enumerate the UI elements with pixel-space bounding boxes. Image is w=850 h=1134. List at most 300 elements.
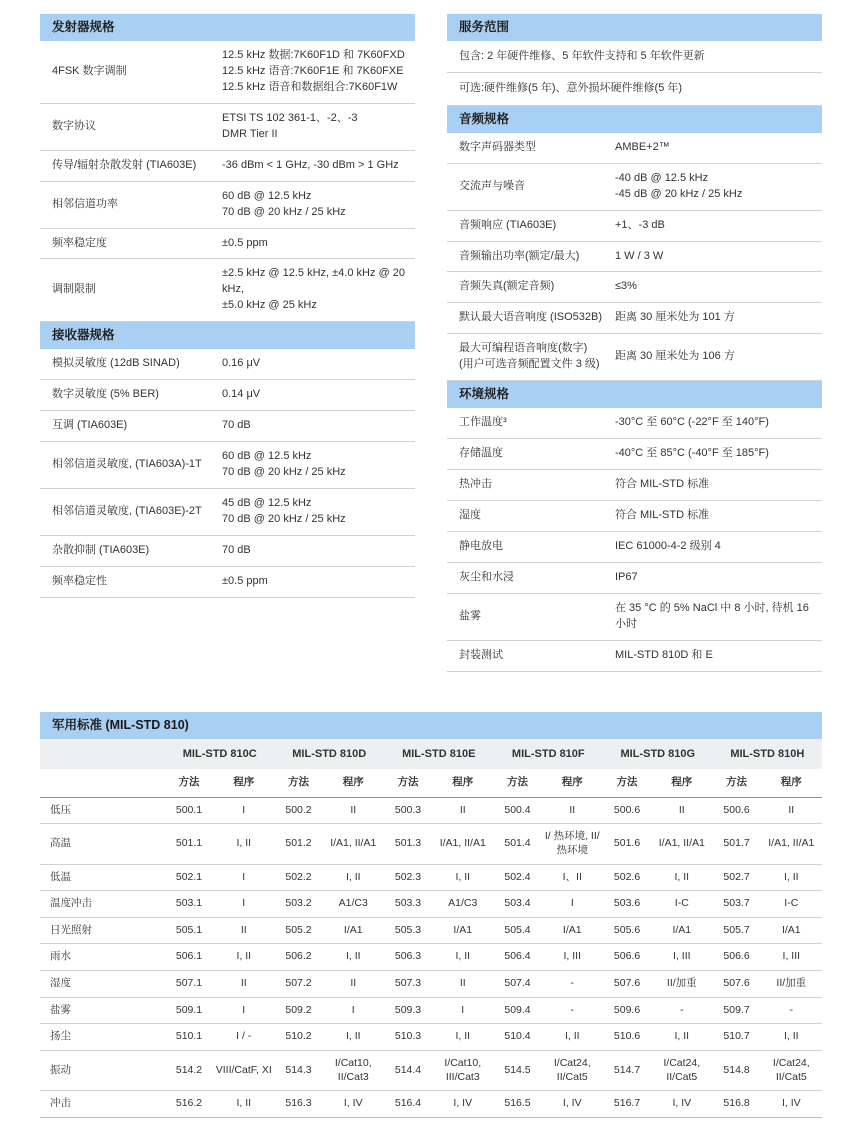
spec-value xyxy=(222,48,407,96)
milstd-group-header: MIL-STD 810C xyxy=(165,739,275,769)
milstd-data-row xyxy=(40,797,822,824)
milstd-row-label: 湿度 xyxy=(50,977,71,990)
milstd-procedure-header: 程序 xyxy=(213,769,275,797)
spec-value-line: 符合 MIL-STD 标准 xyxy=(615,509,710,522)
section-title: 服务范围 xyxy=(447,14,822,41)
spec-label xyxy=(52,356,212,372)
milstd-row-label: 低压 xyxy=(50,803,71,816)
spec-label xyxy=(52,158,212,174)
milstd-procedure-cell: I, IV xyxy=(781,1097,801,1110)
spec-value-line: 60 dB @ 12.5 kHz xyxy=(222,189,312,202)
spec-value-line: 70 dB xyxy=(222,543,251,556)
spec-label xyxy=(459,179,605,195)
milstd-procedure-cell: I, II xyxy=(674,870,690,883)
milstd-method-cell: 514.7 xyxy=(613,1063,641,1076)
spec-label xyxy=(459,218,605,234)
milstd-procedure-cell: I, II xyxy=(236,1097,252,1110)
milstd-data-row xyxy=(40,917,822,944)
spec-value-line: IP67 xyxy=(615,570,638,583)
spec-value-line: ±5.0 kHz @ 25 kHz xyxy=(222,299,317,312)
spec-label-line: 静电放电 xyxy=(459,539,503,552)
spec-row xyxy=(447,408,822,439)
spec-value-line: 符合 MIL-STD 标准 xyxy=(615,478,710,491)
spec-label-line: 最大可编程语音响度(数字) xyxy=(459,342,588,355)
milstd-method-cell: 510.6 xyxy=(613,1030,641,1043)
milstd-procedure-cell: II xyxy=(459,977,466,990)
spec-full-row: 可选:硬件维修(5 年)、意外损坏硬件维修(5 年) xyxy=(447,73,822,105)
spec-value xyxy=(222,543,407,559)
spec-row xyxy=(447,594,822,641)
milstd-data-row xyxy=(40,891,822,918)
milstd-procedure-cell: II xyxy=(569,803,576,816)
milstd-method-cell: 500.6 xyxy=(613,803,641,816)
spec-label xyxy=(459,341,605,373)
spec-label xyxy=(459,415,605,431)
spec-label xyxy=(52,64,212,80)
spec-value-line: 12.5 kHz 数据:7K60F1D 和 7K60FXD xyxy=(222,49,405,61)
spec-value-line: ±0.5 ppm xyxy=(222,574,268,587)
spec-row xyxy=(447,211,822,242)
milstd-procedure-cell: I/A1, II/A1 xyxy=(658,837,705,850)
spec-value xyxy=(222,158,407,174)
milstd-group-header: MIL-STD 810G xyxy=(603,739,713,769)
milstd-procedure-cell: II xyxy=(240,923,247,936)
milstd-method-cell: 516.8 xyxy=(723,1097,750,1110)
spec-row xyxy=(447,470,822,501)
milstd-method-cell: 501.3 xyxy=(394,837,422,850)
spec-value-line: 距离 30 厘米处为 106 方 xyxy=(615,350,735,363)
spec-value xyxy=(222,387,407,403)
milstd-section-title: 军用标准 (MIL-STD 810) xyxy=(40,712,822,739)
milstd-method-cell: 506.2 xyxy=(285,950,312,963)
milstd-method-cell: 514.5 xyxy=(504,1063,531,1076)
milstd-procedure-cell: I-C xyxy=(784,897,799,910)
spec-value xyxy=(222,189,407,221)
milstd-procedure-header: 程序 xyxy=(323,769,385,797)
milstd-method-cell: 514.2 xyxy=(175,1063,203,1076)
milstd-method-cell: 500.2 xyxy=(285,803,312,816)
spec-row xyxy=(447,164,822,211)
milstd-method-cell: 510.3 xyxy=(394,1030,422,1043)
spec-value xyxy=(615,279,814,295)
spec-value-line: 70 dB @ 20 kHz / 25 kHz xyxy=(222,512,346,525)
milstd-procedure-cell: II xyxy=(240,977,247,990)
milstd-procedure-cell: I, IV xyxy=(343,1097,363,1110)
milstd-method-cell: 514.4 xyxy=(394,1063,422,1076)
milstd-method-header: 方法 xyxy=(603,769,651,797)
spec-value xyxy=(222,574,407,590)
milstd-method-cell: 503.1 xyxy=(175,897,203,910)
spec-label xyxy=(52,119,212,135)
spec-value xyxy=(615,508,814,524)
milstd-method-cell: 516.3 xyxy=(285,1097,312,1110)
milstd-procedure-cell: I/Cat24, II/Cat5 xyxy=(663,1057,701,1083)
milstd-method-cell: 500.4 xyxy=(504,803,531,816)
spec-value-line: 70 dB xyxy=(222,419,251,432)
milstd-procedure-cell: I, II xyxy=(236,950,252,963)
milstd-method-cell: 502.4 xyxy=(504,870,531,883)
milstd-procedure-cell: A1/C3 xyxy=(338,897,368,910)
milstd-procedure-cell: I, II xyxy=(455,870,471,883)
milstd-procedure-cell: I xyxy=(351,1003,355,1016)
spec-row xyxy=(40,229,415,260)
milstd-row-label: 冲击 xyxy=(50,1097,71,1110)
milstd-procedure-cell: I/Cat10, III/Cat3 xyxy=(444,1057,482,1083)
milstd-row-label: 温度冲击 xyxy=(50,897,92,910)
milstd-corner-cell xyxy=(40,739,165,769)
milstd-method-cell: 516.7 xyxy=(613,1097,641,1110)
spec-row xyxy=(40,349,415,380)
milstd-method-header: 方法 xyxy=(275,769,323,797)
milstd-procedure-cell: I, IV xyxy=(453,1097,473,1110)
milstd-method-header: 方法 xyxy=(384,769,432,797)
spec-label-line: 互调 (TIA603E) xyxy=(52,419,128,432)
spec-label-line: 交流声与噪音 xyxy=(459,179,525,192)
milstd-method-cell: 507.2 xyxy=(285,977,312,990)
spec-value-line: ETSI TS 102 361-1、-2、-3 xyxy=(222,111,358,124)
milstd-method-cell: 505.1 xyxy=(175,923,203,936)
spec-label xyxy=(52,457,212,473)
section-title: 环境规格 xyxy=(447,381,822,408)
milstd-method-cell: 507.6 xyxy=(613,977,641,990)
spec-label xyxy=(52,387,212,403)
milstd-method-cell: 514.3 xyxy=(285,1063,312,1076)
milstd-procedure-cell: VIII/CatF, XI xyxy=(215,1063,272,1076)
milstd-procedure-header: 程序 xyxy=(432,769,494,797)
spec-label-line: 传导/辐射杂散发射 (TIA603E) xyxy=(52,158,197,171)
milstd-method-cell: 502.6 xyxy=(613,870,641,883)
spec-label xyxy=(459,310,605,326)
milstd-procedure-cell: I, II xyxy=(674,1030,690,1043)
spec-value xyxy=(222,449,407,481)
milstd-data-row xyxy=(40,824,822,864)
spec-label-line: 频率稳定度 xyxy=(52,236,107,249)
spec-row xyxy=(40,151,415,182)
milstd-method-cell: 509.1 xyxy=(175,1003,203,1016)
milstd-method-header: 方法 xyxy=(165,769,213,797)
milstd-procedure-cell: I, IV xyxy=(672,1097,692,1110)
milstd-procedure-cell: I/A1 xyxy=(781,923,801,936)
milstd-method-cell: 507.1 xyxy=(175,977,203,990)
spec-label-line: 封装测试 xyxy=(459,648,503,661)
milstd-method-cell: 509.4 xyxy=(504,1003,531,1016)
milstd-method-cell: 506.6 xyxy=(723,950,750,963)
milstd-method-header: 方法 xyxy=(713,769,761,797)
milstd-row-label: 盐雾 xyxy=(50,1003,71,1016)
spec-value-line: -36 dBm < 1 GHz, -30 dBm > 1 GHz xyxy=(222,158,399,171)
milstd-subheader-row xyxy=(40,769,822,797)
spec-value xyxy=(615,648,814,664)
milstd-table-section xyxy=(40,712,822,1118)
spec-row xyxy=(447,501,822,532)
milstd-method-cell: 503.7 xyxy=(723,897,750,910)
spec-row xyxy=(40,489,415,536)
spec-label xyxy=(459,508,605,524)
milstd-data-row xyxy=(40,971,822,998)
milstd-procedure-cell: I/A1 xyxy=(453,923,473,936)
milstd-data-row xyxy=(40,997,822,1024)
milstd-procedure-cell: I, II xyxy=(784,870,799,883)
spec-value-line: IEC 61000-4-2 级别 4 xyxy=(615,539,721,552)
spec-value-line: +1、-3 dB xyxy=(615,218,665,231)
milstd-method-cell: 501.6 xyxy=(613,837,641,850)
milstd-row-label: 雨水 xyxy=(50,950,71,963)
milstd-method-cell: 507.3 xyxy=(394,977,422,990)
milstd-subheader-empty xyxy=(40,769,165,797)
milstd-table-head xyxy=(40,739,822,797)
spec-row xyxy=(40,259,415,322)
milstd-procedure-cell: I-C xyxy=(674,897,689,910)
milstd-method-cell: 501.2 xyxy=(285,837,312,850)
milstd-method-cell: 502.2 xyxy=(285,870,312,883)
milstd-method-header: 方法 xyxy=(494,769,542,797)
milstd-procedure-cell: II xyxy=(788,803,795,816)
spec-label-line: 模拟灵敏度 (12dB SINAD) xyxy=(52,357,180,370)
spec-row xyxy=(40,442,415,489)
milstd-procedure-cell: I, II xyxy=(345,870,361,883)
milstd-procedure-cell: I, II xyxy=(455,1030,471,1043)
spec-row xyxy=(447,303,822,334)
milstd-procedure-cell: I/A1 xyxy=(672,923,692,936)
spec-label-line: 音频失真(额定音频) xyxy=(459,280,555,293)
spec-value xyxy=(222,236,407,252)
milstd-procedure-cell: - xyxy=(680,1003,684,1016)
spec-label-line: 相邻信道灵敏度, (TIA603A)-1T xyxy=(52,458,202,471)
spec-label xyxy=(459,609,605,625)
spec-value-line: ±2.5 kHz @ 12.5 kHz, ±4.0 kHz @ 20 kHz, xyxy=(222,267,405,296)
milstd-procedure-cell: I, II xyxy=(236,837,252,850)
milstd-group-header: MIL-STD 810F xyxy=(494,739,604,769)
milstd-method-cell: 507.6 xyxy=(723,977,750,990)
milstd-table xyxy=(40,739,822,1118)
spec-value-line: 70 dB @ 20 kHz / 25 kHz xyxy=(222,466,346,478)
milstd-procedure-header: 程序 xyxy=(761,769,823,797)
milstd-procedure-cell: I xyxy=(242,897,246,910)
milstd-procedure-cell: I, III xyxy=(673,950,691,963)
milstd-method-cell: 510.7 xyxy=(723,1030,750,1043)
milstd-method-cell: 501.4 xyxy=(504,837,531,850)
spec-value-line: 0.14 μV xyxy=(222,388,261,401)
spec-label xyxy=(52,574,212,590)
milstd-procedure-cell: I, II xyxy=(564,1030,580,1043)
spec-label-line: 默认最大语音响度 (ISO532B) xyxy=(459,311,603,324)
spec-value xyxy=(615,601,814,633)
spec-label xyxy=(459,249,605,265)
spec-row xyxy=(447,272,822,303)
milstd-data-row xyxy=(40,944,822,971)
spec-row xyxy=(447,133,822,164)
section-title: 音频规格 xyxy=(447,106,822,133)
spec-label xyxy=(459,279,605,295)
milstd-procedure-cell: II xyxy=(350,977,357,990)
milstd-data-row xyxy=(40,1091,822,1118)
milstd-row-label: 扬尘 xyxy=(50,1030,71,1043)
milstd-procedure-cell: I、II xyxy=(562,870,582,883)
milstd-method-cell: 500.6 xyxy=(723,803,750,816)
milstd-procedure-cell: I/A1 xyxy=(343,923,363,936)
milstd-method-cell: 500.3 xyxy=(394,803,422,816)
spec-value-line: -40 dB @ 12.5 kHz xyxy=(615,171,709,184)
milstd-procedure-cell: I/A1 xyxy=(562,923,582,936)
spec-row xyxy=(40,380,415,411)
milstd-procedure-cell: I/Cat24, II/Cat5 xyxy=(772,1057,810,1083)
section-title: 接收器规格 xyxy=(40,322,415,349)
spec-label xyxy=(52,418,212,434)
spec-value-line: -40°C 至 85°C (-40°F 至 185°F) xyxy=(615,447,769,460)
milstd-method-cell: 503.2 xyxy=(285,897,312,910)
spec-label-line: 4FSK 数字调制 xyxy=(52,64,127,77)
milstd-row-label: 高温 xyxy=(50,837,71,850)
spec-value-line: AMBE+2™ xyxy=(615,140,670,153)
milstd-method-cell: 506.3 xyxy=(394,950,422,963)
spec-row xyxy=(447,334,822,381)
milstd-method-cell: 506.4 xyxy=(504,950,531,963)
left-column xyxy=(40,14,415,598)
spec-value-line: 距离 30 厘米处为 101 方 xyxy=(615,311,735,324)
milstd-procedure-cell: I, III xyxy=(782,950,801,963)
spec-value xyxy=(615,171,814,203)
spec-value xyxy=(222,496,407,528)
milstd-procedure-cell: I, IV xyxy=(562,1097,582,1110)
milstd-method-cell: 505.6 xyxy=(613,923,641,936)
spec-label-line: 灰尘和水浸 xyxy=(459,570,514,583)
spec-label-line: 音频输出功率(额定/最大) xyxy=(459,249,580,262)
spec-row xyxy=(40,104,415,151)
spec-row xyxy=(40,536,415,567)
spec-value xyxy=(615,249,814,265)
milstd-procedure-cell: I, II xyxy=(345,950,361,963)
milstd-procedure-cell: II xyxy=(350,803,357,816)
spec-label-line: (用户可选音频配置文件 3 级) xyxy=(459,358,600,371)
spec-value-line: 在 35 °C 的 5% NaCl 中 8 小时, 待机 16 小时 xyxy=(615,601,809,630)
milstd-table-body xyxy=(40,797,822,1117)
milstd-method-cell: 509.2 xyxy=(285,1003,312,1016)
spec-row xyxy=(447,641,822,672)
milstd-method-cell: 507.4 xyxy=(504,977,531,990)
spec-value xyxy=(615,349,814,365)
milstd-procedure-cell: I xyxy=(242,1003,246,1016)
spec-row xyxy=(40,411,415,442)
milstd-row-label: 振动 xyxy=(50,1063,71,1076)
section-title: 发射器规格 xyxy=(40,14,415,41)
spec-label xyxy=(459,570,605,586)
spec-label xyxy=(459,446,605,462)
spec-label xyxy=(52,197,212,213)
section-service xyxy=(447,14,822,106)
spec-value-line: 70 dB @ 20 kHz / 25 kHz xyxy=(222,205,346,218)
milstd-method-cell: 509.3 xyxy=(394,1003,422,1016)
spec-label-line: 调制限制 xyxy=(52,283,96,296)
spec-label xyxy=(459,648,605,664)
milstd-method-cell: 505.7 xyxy=(723,923,750,936)
spec-label-line: 频率稳定性 xyxy=(52,574,107,587)
spec-value-line: ±0.5 ppm xyxy=(222,236,268,249)
spec-value xyxy=(222,418,407,434)
spec-value xyxy=(615,539,814,555)
milstd-procedure-cell: II xyxy=(459,803,466,816)
milstd-method-cell: 502.7 xyxy=(723,870,750,883)
spec-label-line: 数字声码器类型 xyxy=(459,140,536,153)
milstd-method-cell: 510.4 xyxy=(504,1030,531,1043)
spec-label-line: 工作温度³ xyxy=(459,416,507,429)
spec-value-line: 45 dB @ 12.5 kHz xyxy=(222,496,312,509)
spec-value xyxy=(615,570,814,586)
spec-value xyxy=(615,477,814,493)
milstd-procedure-cell: II/加重 xyxy=(666,977,697,990)
milstd-method-cell: 503.3 xyxy=(394,897,422,910)
spec-row xyxy=(447,242,822,273)
milstd-method-cell: 501.7 xyxy=(723,837,750,850)
milstd-procedure-cell: I, III xyxy=(563,950,582,963)
spec-value-line: -30°C 至 60°C (-22°F 至 140°F) xyxy=(615,416,769,429)
milstd-procedure-cell: II xyxy=(678,803,685,816)
spec-row xyxy=(40,182,415,229)
milstd-method-cell: 500.1 xyxy=(175,803,203,816)
spec-value-line: 0.16 μV xyxy=(222,357,261,370)
milstd-method-cell: 509.6 xyxy=(613,1003,641,1016)
milstd-method-cell: 505.4 xyxy=(504,923,531,936)
milstd-method-cell: 509.7 xyxy=(723,1003,750,1016)
milstd-method-cell: 506.1 xyxy=(175,950,203,963)
spec-value-line: 1 W / 3 W xyxy=(615,249,664,262)
milstd-procedure-cell: I/Cat24, II/Cat5 xyxy=(553,1057,591,1083)
top-columns xyxy=(40,14,822,672)
milstd-method-cell: 506.6 xyxy=(613,950,641,963)
spec-full-row: 包含: 2 年硬件维修、5 年软件支持和 5 年软件更新 xyxy=(447,41,822,73)
spec-value xyxy=(615,446,814,462)
milstd-method-cell: 503.6 xyxy=(613,897,641,910)
milstd-method-cell: 514.8 xyxy=(723,1063,750,1076)
spec-label-line: 存储温度 xyxy=(459,447,503,460)
milstd-method-cell: 516.5 xyxy=(504,1097,531,1110)
spec-label xyxy=(52,504,212,520)
milstd-procedure-cell: I, II xyxy=(455,950,471,963)
spec-label xyxy=(459,539,605,555)
spec-label-line: 热冲击 xyxy=(459,478,492,491)
right-column xyxy=(447,14,822,672)
spec-row xyxy=(447,563,822,594)
spec-value xyxy=(615,140,814,156)
milstd-method-cell: 502.1 xyxy=(175,870,203,883)
spec-value xyxy=(615,415,814,431)
milstd-procedure-header: 程序 xyxy=(542,769,604,797)
milstd-procedure-cell: II/加重 xyxy=(776,977,807,990)
spec-row xyxy=(40,567,415,598)
milstd-procedure-cell: I/A1, II/A1 xyxy=(330,837,377,850)
spec-label-line: 音频响应 (TIA603E) xyxy=(459,218,557,231)
spec-label xyxy=(459,477,605,493)
milstd-procedure-cell: I, II xyxy=(784,1030,799,1043)
milstd-procedure-cell: I/Cat10, II/Cat3 xyxy=(334,1057,372,1083)
section-transmitter xyxy=(40,14,415,322)
milstd-procedure-cell: I xyxy=(242,870,246,883)
spec-label xyxy=(52,282,212,298)
milstd-method-cell: 502.3 xyxy=(394,870,422,883)
milstd-group-header: MIL-STD 810D xyxy=(275,739,385,769)
milstd-method-cell: 505.3 xyxy=(394,923,422,936)
spec-value-line: DMR Tier II xyxy=(222,127,278,140)
milstd-procedure-cell: A1/C3 xyxy=(448,897,478,910)
spec-value-line: -45 dB @ 20 kHz / 25 kHz xyxy=(615,187,743,200)
spec-label-line: 杂散抑制 (TIA603E) xyxy=(52,543,150,556)
milstd-method-cell: 510.2 xyxy=(285,1030,312,1043)
spec-value-line: 12.5 kHz 语音和数据组合:7K60F1W xyxy=(222,80,398,93)
spec-row xyxy=(447,532,822,563)
milstd-procedure-cell: - xyxy=(570,977,575,990)
milstd-method-cell: 510.1 xyxy=(175,1030,203,1043)
milstd-group-header-row xyxy=(40,739,822,769)
milstd-data-row xyxy=(40,1051,822,1091)
